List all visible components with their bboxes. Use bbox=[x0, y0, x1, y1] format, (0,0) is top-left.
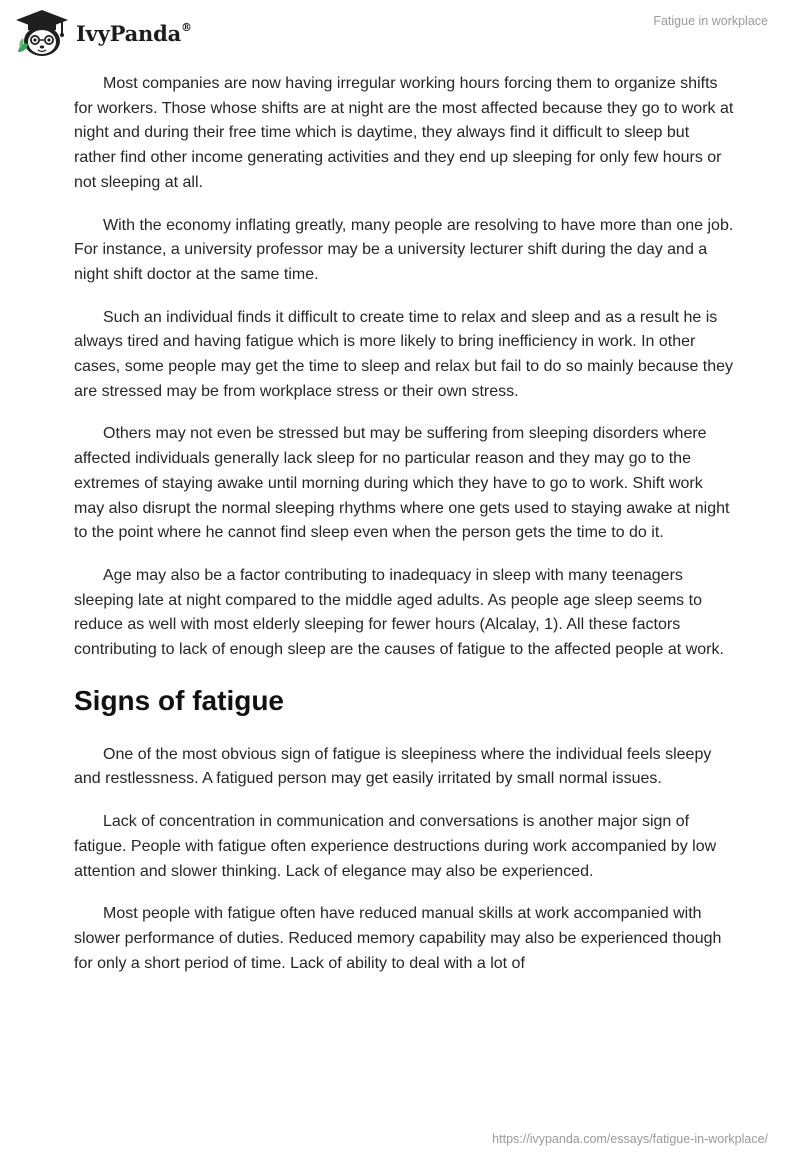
paragraph: Lack of concentration in communication and conversations is another major sign of fatigue. People with fatigue often experience destructions during work accompanied by low attention and slower thinking. Lack of elegance may also be experienced. bbox=[74, 813, 717, 880]
page-header bbox=[0, 0, 800, 72]
brand-name: IvyPanda® bbox=[76, 20, 192, 46]
panda-graduate-icon bbox=[14, 8, 70, 58]
section-heading: Signs of fatigue bbox=[74, 684, 284, 716]
paragraph: Age may also be a factor contributing to inadequacy in sleep with many teenagers sleeping late at night compared to the middle aged adults. As people age sleep seems to reduce as well with most elderly sleeping for fewer hours (Alcalay, 1). All these factors contributing to lack of enough sleep are the causes of fatigue to the affected people at work. bbox=[74, 566, 724, 659]
paragraph: Most companies are now having irregular working hours forcing them to organize shifts for workers. Those whose shifts are at night are the most affected because they go to work at night and during their free time which is daytime, they always find it difficult to sleep but rather find other income generating activities and they end up sleeping for only few hours or not sleeping at all. bbox=[74, 75, 734, 191]
essay-content bbox=[74, 72, 734, 994]
document-title: Fatigue in workplace bbox=[653, 14, 768, 28]
source-url[interactable]: https://ivypanda.com/essays/fatigue-in-workplace/ bbox=[492, 1132, 768, 1146]
paragraph: Others may not even be stressed but may be suffering from sleeping disorders where affected individuals generally lack sleep for no particular reason and they may go to the extremes of staying awake until morning during which they have to go to work. Shift work may also disrupt the normal sleeping rhythms where one gets used to staying awake at night to the point where he cannot find sleep even when the person gets the time to do it. bbox=[74, 425, 730, 542]
paragraph: One of the most obvious sign of fatigue is sleepiness where the individual feels sleepy and restlessness. A fatigued person may get easily irritated by small normal issues. bbox=[74, 745, 712, 788]
brand-logo[interactable] bbox=[14, 8, 192, 58]
paragraph: Most people with fatigue often have reduced manual skills at work accompanied with slower performance of duties. Reduced memory capability may also be experienced though for only a short period of time. Lack of ability to deal with a lot of bbox=[74, 905, 722, 972]
paragraph: With the economy inflating greatly, many people are resolving to have more than one job. For instance, a university professor may be a university lecturer shift during the day and a night shift doctor at the same time. bbox=[74, 216, 734, 283]
paragraph: Such an individual finds it difficult to create time to relax and sleep and as a result he is always tired and having fatigue which is more likely to bring inefficiency in work. In other cases, some people may get the time to sleep and relax but fail to do so mainly because they are stressed may be from workplace stress or their own stress. bbox=[74, 308, 734, 400]
